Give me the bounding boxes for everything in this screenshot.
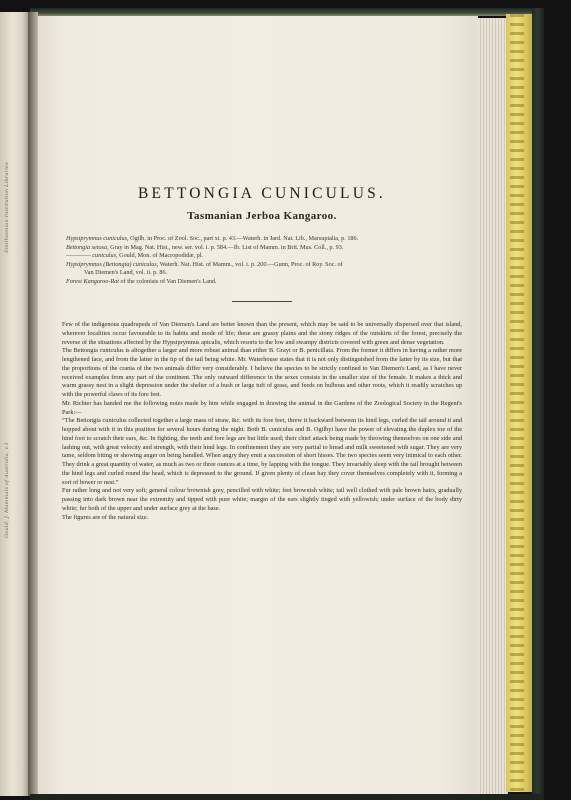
description-body [62,321,462,522]
synonymy-line: Van Diemen's Land, vol. ii. p. 86. [84,269,168,277]
left-margin-note-lower: Gould, J. Mammals of Australia, v.1 [4,442,10,538]
species-title: BETTONGIA CUNICULUS. [138,185,386,202]
body-paragraph: “The Bettongia cuniculus collected together a large mass of straw, &c. with its fore feet, threw it backward between its hind legs, curled the tail around it and hopped about with it in this position for several hours during the night. Both B. cuniculus and B. Ogilbyi have the power of elevating the duplex toe of the hind foot to scratch their ears, &c. In fighting, the teeth and fore legs are but little used; their chief attack being made by throwing themselves on one side and lashing out, with great velocity and strength, with their hind legs. In confinement they are very partial to bread and milk sweetened with sugar. They are very tame, seldom biting or showing anger on being handled. When angry they emit a succession of short hisses. The two species seem very inimical to each other. They drink a great quantity of water, as much as two or three ounces at a time, by lapping with the tongue. They invariably sleep with the tail brought between the hind legs and curled round the head, which is depressed to the ground. If given plenty of clean hay they cover themselves completely with it, forming a sort of bower or nest.” [62,417,462,486]
synonymy-line: Hypsiprymnus cuniculus, Ogilb. in Proc. of Zool. Soc., part xi. p. 43.—Waterh. in Jard. Nat. Lib., Marsupialia, p. 186. [66,235,359,242]
synonymy-line: Hypsiprymnus (Bettongia) cuniculus, Waterh. Nat. Hist. of Mamm., vol. i. p. 200.—Gunn, Proc. of Roy. Soc. of [66,260,343,268]
body-paragraph: Few of the indigenous quadrupeds of Van Diemen's Land are better known than the present, which may be said to be universally dispersed over that island, wherever localities occur favourable to its habits and mode of life; these are grassy plains and the stony ridges of the outskirts of the forest, precisely the reverse of the situations affected by the Hypsiprymnus apicalis, which resorts to the low and swampy districts covered with green and dense vegetation. [62,321,462,346]
cover-trim-top [30,8,544,16]
synonymy-line: ———— cuniculus, Gould, Mon. of Macropodidæ, pl. [66,252,203,260]
body-paragraph: Fur rather long and not very soft; general colour brownish grey, pencilled with white; feet brownish white; tail well clothed with pale brown hairs, gradually passing into dark brown near the extremity and tipped with pure white; margin of the ears slightly tinged with yellowish; under surface of the body dirty white; fur both of the upper and under surface grey at the base. [62,487,462,512]
cover-trim-bottom [30,794,544,800]
body-paragraph: The figures are of the natural size. [62,513,149,521]
common-name: Tasmanian Jerboa Kangaroo. [187,210,337,222]
page-stack-edge [478,18,508,794]
left-margin-note: Smithsonian Institution Libraries [4,162,10,253]
body-paragraph: The Bettongia cuniculus is altogether a larger and more robust animal than either B. Grayi or B. penicillata. From the former it differs in having a rather more lengthened face, and from the latter in the tip of the tail being white. Mr. Waterhouse states that it is not only distinguished from the latter by its size, but that the proportions of the crania of the two animals differ very considerably. I believe the species to be strictly confined to Van Diemen's Land, as I have never received examples from any part of the continent. The only outward difference in the sexes consists in the smaller size of the female. It makes a thick and warm grassy nest in a slight depression under the shelter of a bush or large tuft of grass, and feeds on bulbous and other roots, which it readily scratches up with the powerful claws of its fore feet. [62,347,462,398]
synonymy-line: Bettongia setosa, Gray in Mag. Nat. Hist., new. ser. vol. i. p. 584.—Ib. List of Mamm. in Brit. Mus. Coll., p. 93. [66,243,344,251]
synonymy-line: Forest Kangaroo-Rat of the colonists of Van Diemen's Land. [66,277,217,285]
book-cover-edge [532,8,544,794]
left-page-edge [0,12,28,796]
body-paragraph: Mr. Richter has handed me the following notes made by him while engaged in drawing the animal in the Gardens of the Zoological Society in the Regent's Park:— [62,399,462,416]
section-divider [232,301,292,302]
gilt-page-edge [506,14,532,792]
book-gutter [28,12,38,796]
synonymy-list [66,235,458,287]
